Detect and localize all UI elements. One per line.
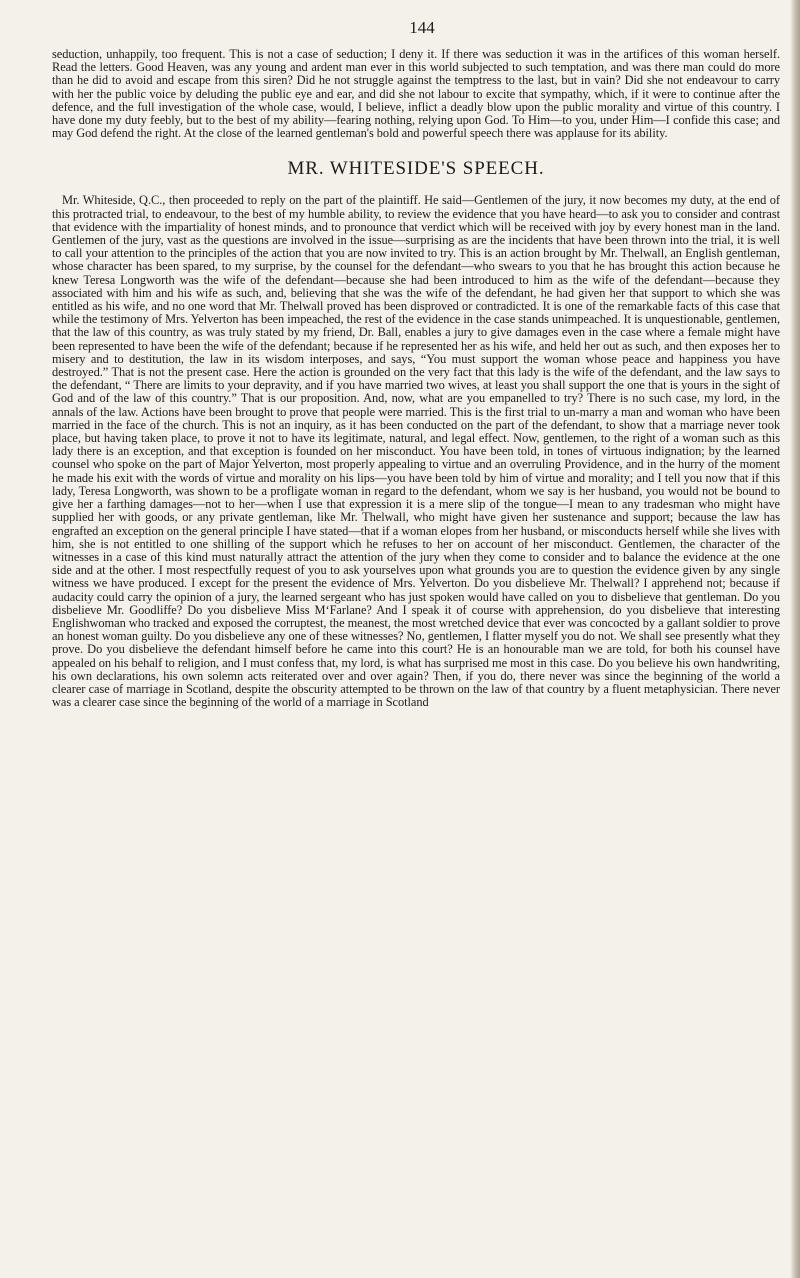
section-heading: MR. WHITESIDE'S SPEECH. (287, 158, 545, 180)
page-edge-shadow (790, 0, 800, 1278)
opening-paragraph: seduction, unhappily, too frequent. This is not a case of seduction; I deny it. If there was seduction it was in the artifices of this woman herself. Read the letters. Good Heaven, was any young and ardent man ever in this world subjected to such temptation, and was there man could do more than he did to avoid and escape from this siren? Did he not struggle against the temptress to the last, but in vain? Did she not endeavour to carry with her the public voice by deluding the public eye and ear, and did she not labour to excite that sympathy, which, if it were to continue after the defence, and the full investigation of the whole case, would, I believe, inflict a deadly blow upon the public morality and virtue of this country. I have done my duty feebly, but to the best of my ability—fearing nothing, relying upon God. To Him—to you, under Him—I confide this case; and may God defend the right. At the close of the learned gentleman's bold and powerful speech there was applause for its ability. (52, 47, 780, 141)
page-number: 144 (409, 18, 435, 37)
speech-paragraph: Mr. Whiteside, Q.C., then proceeded to reply on the part of the plaintiff. He said—Gentlemen of the jury, it now becomes my duty, at the end of this protracted trial, to endeavour, to the best of my humble ability, to review the evidence that you have heard—to ask you to consider and contrast that evidence with the impartiality of honest minds, and to pronounce that verdict which will be received with joy by every honest man in the land. Gentlemen of the jury, vast as the questions are involved in the issue—surprising as are the incidents that have been thrown into the trial, it is well to call your attention to the principles of the action that you are now invited to try. This is an action brought by Mr. Thelwall, an English gentleman, whose character has been spared, to my surprise, by the counsel for the defendant—who swears to you that he has brought this action because he knew Teresa Longworth was the wife of the defendant—because she had been introduced to him as the wife of the defendant—because they associated with him and his wife as such, and, believing that she was the wife of the defendant, he had given her that support to which she was entitled as his wife, and no one word that Mr. Thelwall proved has been disproved or contradicted. It is one of the remarkable facts of this case that while the testimony of Mrs. Yelverton has been impeached, the rest of the evidence in the case stands unimpeached. It is unquestionable, gentlemen, that the law of this country, as was truly stated by my friend, Dr. Ball, enables a jury to give damages even in the case where a female might have been represented to have been the wife of the defendant; because if he represented her as his wife, and held her out as such, and then exposes her to misery and to destitution, the law in its wisdom interposes, and says, “You must support the woman whose peace and happiness you have destroyed.” That is not the present case. Here the action is grounded on the very fact that this lady is the wife of the defendant, and the law says to the defendant, “ There are limits to your depravity, and if you have married two wives, at least you shall support the one that is yours in the sight of God and of the law of this country.” That is our proposition. And, now, what are you empanelled to try? There is no such case, my lord, in the annals of the law. Actions have been brought to prove that people were married. This is the first trial to un-marry a man and woman who have been married in the face of the church. This is not an inquiry, as it has been conducted on the part of the defendant, to show that a marriage never took place, but having taken place, to prove it not to have its legitimate, natural, and legal effect. Now, gentlemen, to the right of a woman such as this lady there is an exception, and that exception is founded on her misconduct. You have been told, in tones of virtuous indignation; by the learned counsel who spoke on the part of Major Yelverton, most properly appealing to virtue and an overruling Providence, and in the hurry of the moment he made his exit with the words of virtue and morality on his lips—you have been told by him of virtue and morality; and I tell you now that if this lady, Teresa Longworth, was shown to be a profligate woman in regard to the defendant, whom we say is her husband, you would not be bound to give her a farthing damages—not to her—when I use that expression it is a mere slip of the tongue—I mean to any tradesman who might have supplied her with goods, or any private gentleman, like Mr. Thelwall, who might have given her sustenance and support; because the law has engrafted an exception on the general principle I have stated—that if a woman elopes from her husband, or misconducts herself while she lives with him, she is not entitled to one shilling of the support which he refuses to her on account of her misconduct. Gentlemen, the character of the witnesses in a case of this kind must naturally attract the attention of the jury when they come to consider and to balance the evidence at the one side and at the other. I most respectfully request of you to ask yourselves upon what grounds you are to question the evidence given by any single witness we have produced. I except for the present the evidence of Mrs. Yelverton. Do you disbelieve Mr. Thelwall? I apprehend not; because if audacity could carry the opinion of a jury, the learned sergeant who has just spoken would have called on you to disbelieve that gentleman. Do you disbelieve Mr. Goodliffe? Do you disbelieve Miss M‘Farlane? And I speak it of course with apprehension, do you disbelieve that interesting Englishwoman who tracked and exposed the corruptest, the meanest, the most wretched device that ever was concocted by a gallant soldier to prove an honest woman guilty. Do you disbelieve any one of these witnesses? No, gentlemen, I flatter myself you do not. We shall see presently what they prove. Do you disbelieve the defendant himself before he came into this court? He is an honourable man we are told, for both his counsel have appealed on his behalf to religion, and I must confess that, my lord, is what has surprised me most in this case. Do you believe his own handwriting, his own declarations, his own solemn acts reiterated over and over again? Then, if you do, there never was since the beginning of the world a clearer case of marriage in Scotland, despite the obscurity attempted to be thrown on the law of that country by a fluent metaphysician. There never was a clearer case since the beginning of the world of a marriage in Scotland (52, 193, 780, 710)
